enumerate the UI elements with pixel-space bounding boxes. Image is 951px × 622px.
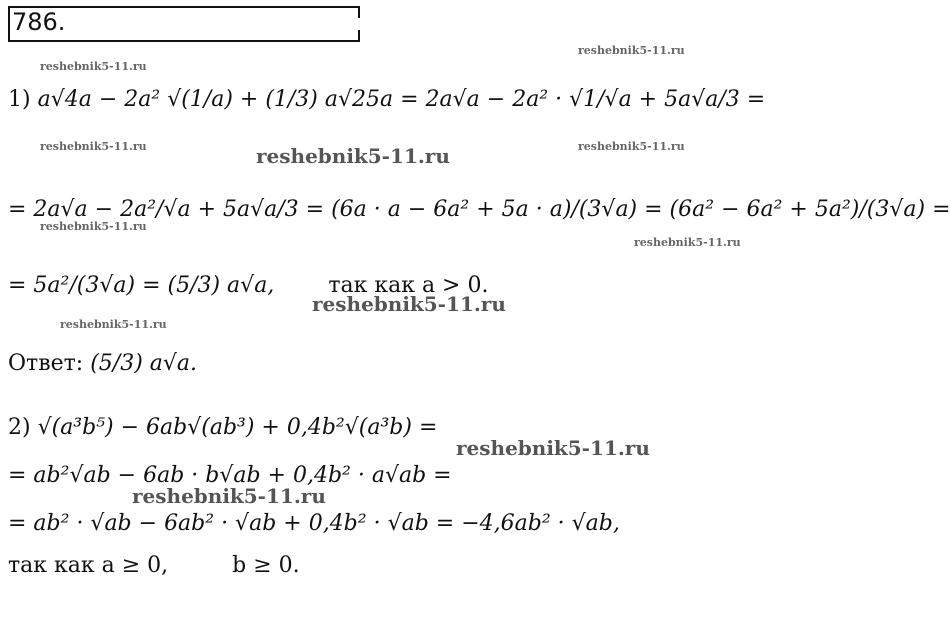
part1-label: 1) xyxy=(8,87,31,112)
part2-line2 xyxy=(8,462,452,490)
watermark-large: reshebnik5-11.ru xyxy=(132,484,326,508)
watermark: reshebnik5-11.ru xyxy=(40,220,147,233)
watermark-large: reshebnik5-11.ru xyxy=(312,292,506,316)
part1-line1 xyxy=(8,86,765,114)
part1-condition: так как a > 0. xyxy=(328,273,489,298)
answer-label: Ответ: xyxy=(8,351,84,376)
part1-equation-3: = 5a²/(3√a) = (5/3) a√a, xyxy=(8,273,275,298)
part2-line1 xyxy=(8,414,437,442)
part1-line2 xyxy=(8,196,951,224)
part1-equation-2: = 2a√a − 2a²/√a + 5a√a/3 = (6a · a − 6a² + 5a · a)/(3√a) = (6a² − 6a² + 5a²)/(3√a) = xyxy=(8,197,951,222)
part1-equation-1: a√4a − 2a² √(1/a) + (1/3) a√25a = 2a√a − 2a² · √1/√a + 5a√a/3 = xyxy=(37,87,766,112)
part2-line4 xyxy=(8,552,300,580)
part2-line3 xyxy=(8,510,620,538)
part2-equation-3: = ab² · √ab − 6ab² · √ab + 0,4b² · √ab = −4,6ab² · √ab, xyxy=(8,511,620,536)
part2-equation-2: = ab²√ab − 6ab · b√ab + 0,4b² · a√ab = xyxy=(8,463,452,488)
watermark: reshebnik5-11.ru xyxy=(60,318,167,331)
part2-condition-b: b ≥ 0. xyxy=(232,553,300,578)
answer-value: (5/3) a√a. xyxy=(90,351,198,376)
part2-condition-a: так как a ≥ 0, xyxy=(8,553,169,578)
watermark: reshebnik5-11.ru xyxy=(40,60,147,73)
watermark: reshebnik5-11.ru xyxy=(634,236,741,249)
problem-number: 786. xyxy=(12,8,66,36)
watermark-large: reshebnik5-11.ru xyxy=(256,144,450,168)
watermark-large: reshebnik5-11.ru xyxy=(456,436,650,460)
part2-equation-1: √(a³b⁵) − 6ab√(ab³) + 0,4b²√(a³b) = xyxy=(37,415,438,440)
part2-label: 2) xyxy=(8,415,31,440)
watermark: reshebnik5-11.ru xyxy=(578,44,685,57)
part1-answer xyxy=(8,350,197,378)
part1-line3 xyxy=(8,272,488,300)
watermark: reshebnik5-11.ru xyxy=(578,140,685,153)
watermark: reshebnik5-11.ru xyxy=(40,140,147,153)
